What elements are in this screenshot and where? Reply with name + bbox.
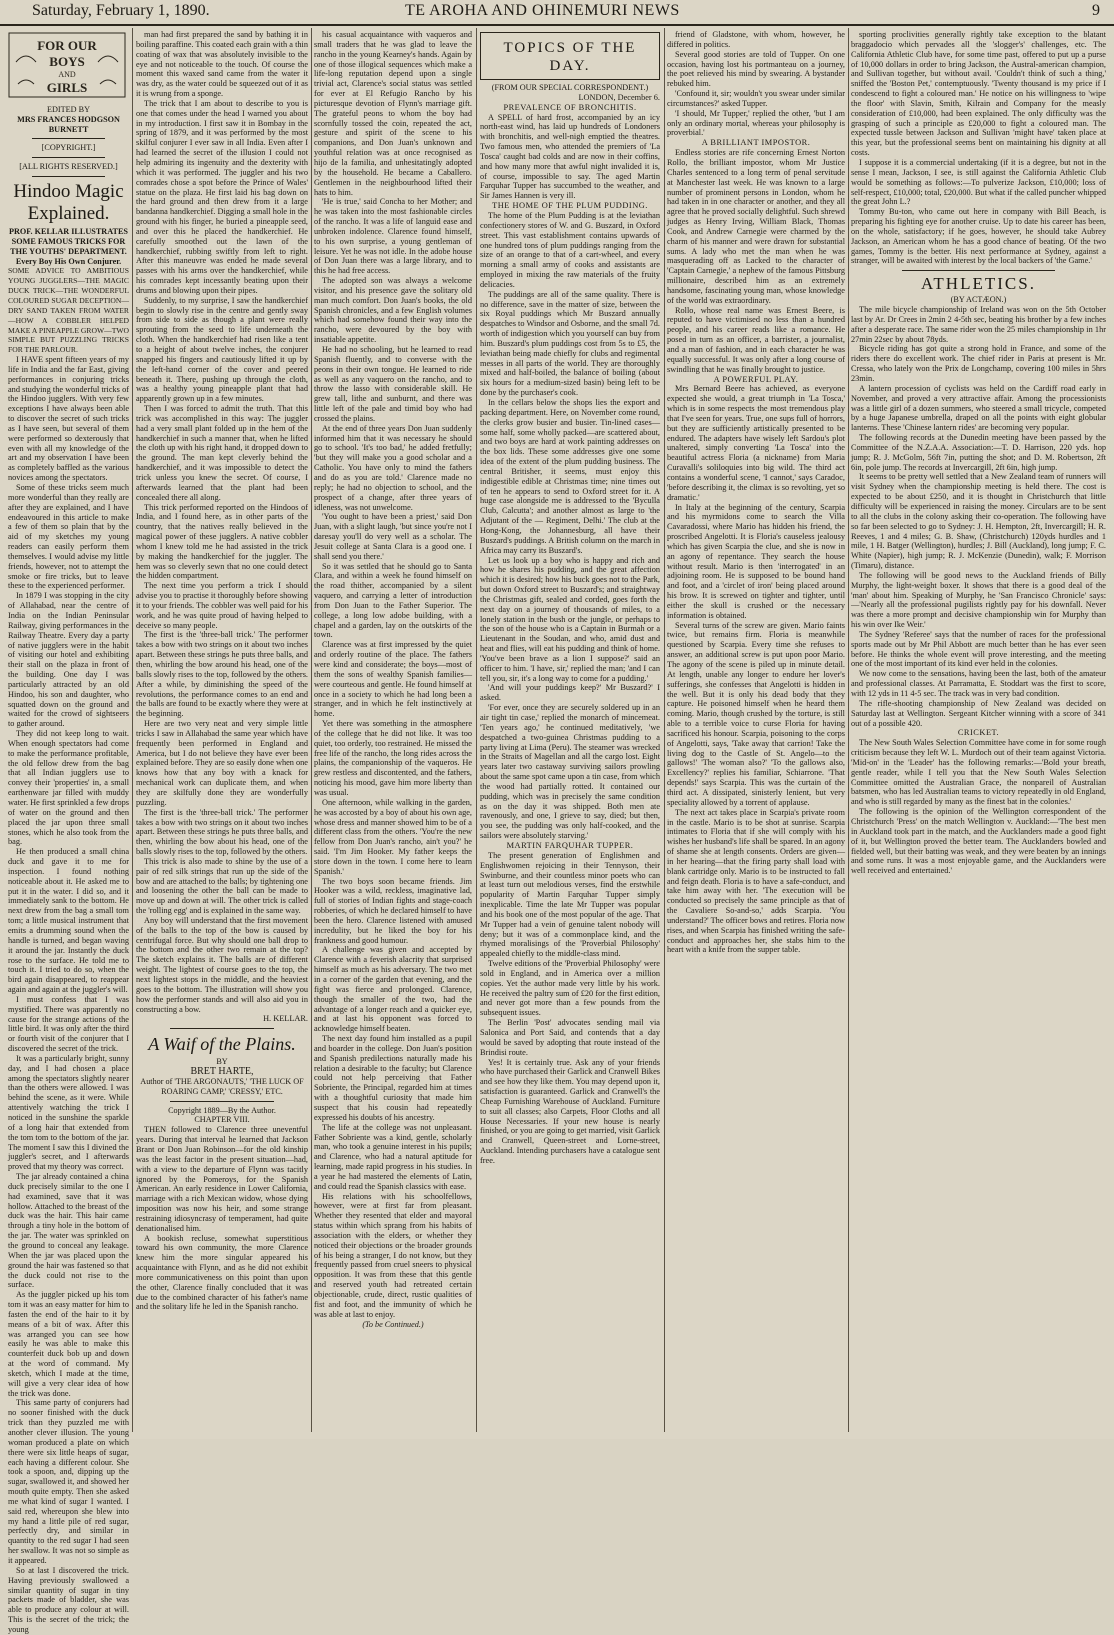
paragraph: Bicycle riding has got quite a strong hold in France, and some of the riders there do excellent work. The chief rider in Paris at present is Mr. Cressa, who lately won the Prix de Longchamp, covering 100 miles in 5hrs 23min. — [851, 344, 1106, 383]
paragraph: Any boy will understand that the first movement of the balls to the top of the bow is caused by centrifugal force. But why should one ball drop to the bottom and the other two remain at the top? The sketch explains it. The balls are of different weight. The lightest of course goes to the top, the next lightest stops in the middle, and the heaviest goes to the bottom. The illustration will show you how the performer stands and will also aid you in constructing a bow. — [136, 915, 308, 1014]
paragraph: sporting proclivities generally rightly take exception to the blatant braggadocio which pervades all the 'slogger's' challenges, etc. The California Athletic Club have, for some time past, offered to put up a purse of 10,000 dollars in order to bring Jackson, the Austral-american champion, and Sullivan together, but without avail. 'Couldn't think of such a thing,' sniffed the 'Boston Pet,' contemptuously. 'Twenty thousand is my price if I condescend to fight a coloured man.' He notice on his willingness to 'wipe the floor' with Slavin, Smith, Kilrain and Company for the measly consideration of £10,000, had been explained. The only difficulty was the grasping of such a principle as £20,000 to fight a coloured man. The expected tussle between Jackson and Sullivan 'might have' taken place at this year, but the professional seems bent on maintaining his dignity at all costs. — [851, 30, 1106, 158]
paragraph: He then produced a small china duck and gave it to me for inspection. I found nothing noticeable about it. He asked me to put it in the water. I did so, and it immediately sank to the bottom. He next drew from the bag a small tom tom; a little musical instrument that emits a drumming sound when the handle is turned, and began waving it around the jar. Instantly the duck rose to the surface. He told me to touch it. I tried to do so, when the bird again disappeared, to reappear again and again at the juggler's will. — [8, 847, 129, 995]
column-rule — [476, 28, 477, 1432]
article-headline: Hindoo Magic Explained. — [13, 181, 124, 225]
paragraph: As the juggler picked up his tom tom it was an easy matter for him to fasten the end of the hair to it by means of a bit of wax. After this was arranged you can see how easily he was able to make this counterfeit duck bob up and down at the word of command. My sketch, which I made at the time, will give a very clear idea of how the trick was done. — [8, 1290, 129, 1398]
section-cricket — [851, 738, 1106, 876]
paragraph: I must confess that I was mystified. There was apparently no cause for the strange actions of the little bird. It was only after the third or fourth visit of the conjurer that I discovered the secret of the trick. — [8, 994, 129, 1054]
athletics-headline: ATHLETICS. — [921, 274, 1036, 294]
paragraph: I HAVE spent fifteen years of my life in India and the far East, giving performances in conjuring tricks and studying the wonderful tricks of the Hindoo jugglers. With very few exceptions I have always been able to discover the secret of such tricks as I have seen, but several of them were performed so dexterously that even with all my knowledge of the art and my observation I have been as completely baffled as the various novices among the spectators. — [8, 355, 129, 483]
section-plum-pudding — [480, 211, 660, 841]
paragraph: At the end of three years Don Juan suddenly informed him that it was necessary he should go to school. 'It's too bad,' he added fretfully; 'but they will make you a good scholar and a Catholic. You have only to mind the fathers and do as you are told.' Clarence made no reply; he had no objection to school, and the prospect of a change, after three years of idleness, was not unwelcome. — [314, 423, 472, 512]
paragraph: his casual acquaintance with vaqueros and small traders that he was glad to leave the rancho in the young Kearney's hands. Again by one of those illogical sequences which make a life-long reputation depend upon a single trivial act, Clarence's social status was settled for ever at El Refugio Rancho by his picturesque devotion of Flynn's marriage gift. The grateful peons to whom the boy had scornfully tossed the coin, repeated the act, gesture and spirit of the scene to his companions, and Don Juan's unknown and youthful relation was at once recognised as hijo de la familia, and unhesitatingly adopted by the household. He became a Caballero. Gentlemen in the neighbourhood lifted their hats to him. — [314, 30, 472, 197]
story-credit: Author of 'THE ARGONAUTS,' 'THE LUCK OF ROARING CAMP,' 'CRESSY,' ETC. — [140, 1076, 304, 1096]
svg-text:FOR OUR: FOR OUR — [37, 38, 97, 53]
paragraph: The Berlin 'Post' advocates sending mail via Salonica and Port Said, and contends that a day would be saved by adopting that route instead of the Brindisi route. — [480, 1018, 660, 1057]
svg-text:AND: AND — [58, 70, 76, 79]
paragraph: Suddenly, to my surprise, I saw the handkerchief begin to slowly rise in the centre and gently sway from side to side as though a plant were really sprouting from the seed to life underneath the cloth. When the handkerchief had risen like a tent to a height of about twelve inches, the conjurer snapped his fingers and cautiously lifted it up by the left-hand corner of the cover and peered beneath it. There, pushing up through the cloth, was a healthy young pineapple plant that had apparently grown up in a few minutes. — [136, 295, 308, 404]
column-5 — [667, 30, 845, 1433]
article-byline: Every Boy His Own Conjurer. — [15, 256, 122, 266]
story-footer: (To be Continued.) — [362, 1319, 424, 1329]
paragraph: The trick that I am about to describe to you is one that comes under the head I warned you about in my introduction. I first saw it in Bombay in the spring of 1879, and it was performed by the most skilful conjurer I ever saw in all India. Even after I had learned the secret of the illusion I could not help admiring its ingenuity and the dexterity with which it was performed. The juggler and his two comrades chose a spot before the Prince of Wales' statue on the plaza. He first laid his bag down on the hard ground and then drew from it a large bandanna handkerchief. Digging a small hole in the ground with his finger, he buried a pineapple seed, and over this he placed the handkerchief. He carefully smoothed out the lawn of the handkerchief, rubbing swiftly from left to right. After this maneuvre was ended he made several passes with his arms over the handkerchief, while his comrades kept incessantly beating upon their drums and blowing upon their pipes. — [136, 98, 308, 295]
paragraph: They did not keep long to wait. When enough spectators had come to make the performance profitable, the old fellow drew from the bag that all Indian jugglers use to convey their 'properties' in, a small earthenware jar filled with muddy water. He first sprinkled a few drops of water on the ground and then placed the jar upon three small stones, which he also took from the bag. — [8, 729, 129, 847]
paragraph: man had first prepared the sand by bathing it in boiling paraffine. This coated each grain with a thin coating of wax that was absolutely invisible to the eye and not noticeable to the touch. Of course the moment this waxed sand came from the water it was dry, as the water could be squeezed out of it as it is wrung from a sponge. — [136, 30, 308, 99]
rights-line: [ALL RIGHTS RESERVED.] — [19, 162, 118, 172]
story-body-continued — [314, 30, 472, 1320]
editor-name: MRS FRANCES HODGSON BURNETT — [17, 114, 120, 134]
paragraph: 'And will your puddings keep?' Mr Buszard?' I asked. — [480, 683, 660, 703]
paragraph: In the cellars below the shops lies the export and packing department. Here, on November come round, the clerks grow busier and busier. Tin-lined cases—some half, some wholly packed—are scattered about, and two boys are hard at work painting addresses on the box lids. These some addresses give one some idea of the extent of the plum pudding business. The central Britisher, it seems, must enjoy this indigestible edible at Christmas time; nine times out of ten he appears to send to Oxford street for it. A huge case alongside me is addressed to the 'Byculla Club, Calcutta'; and another almost as large to 'the Adjutant of the — Regiment, Delhi.' The club at the Hong-Kong, the Johannesburg, all have their Buszard's puddings. A British column on the march in Africa may carry its Buszard's. — [480, 398, 660, 555]
column-3 — [314, 30, 472, 1433]
paragraph: The mile bicycle championship of Ireland was won on the 5th October last by Ar. Dr Crees in 2min 2 4-5th sec, beating his brother by a few inches after a desperate race. The same rider won the 25 miles championship in 1hr 27min 22sec by about 78yds. — [851, 305, 1106, 344]
paragraph: So at last I discovered the trick. Having previously swallowed a similar quantity of sugar in tiny packets made of bladder, she was able to produce any colour at will. This is the secret of the trick; the young — [8, 1565, 129, 1634]
paragraph: This same party of conjurers had no sooner finished with the duck trick than they puzzled me with another clever illusion. The young woman produced a plate on which there were six little heaps of sugar, each having a different colour. She took a spoon, and, dipping up the sugar, swallowed it, and showed her mouth quite empty. Then she asked me what kind of sugar I wanted. I said red, whereupon she blew into my hand a little pile of red sugar, perfectly dry, and similar in quantity to the red sugar I had seen her swallow. It was not so simple as it appeared. — [8, 1398, 129, 1565]
paragraph: The following is the opinion of the Wellington correspondent of the Christchurch 'Press' on the match Wellington v. Auckland:—'The best men in Auckland took part in the match, and the Aucklanders made a good fight of it, but Wellington proved the better team. The Aucklanders bowled and fielded well, but their batting was weak, and they were beaten by an innings and some runs. It was a most enjoyable game, and the Aucklanders were well received and entertained.' — [851, 807, 1106, 876]
column-rule — [132, 28, 133, 1432]
paragraph: A SPELL of hard frost, accompanied by an icy north-east wind, has laid up hundreds of Londoners with bronchitis, and well-nigh emptied the theatres. Two famous men, who attended the premiers of 'La Tosca' caught bad colds and are now in their coffins, and how many more that awful night invalided it is, of course, impossible to say. The aged Martin Farquhar Tupper has succumbed to the weather, and Sir James Hannen is very ill. — [480, 112, 660, 201]
article-body — [8, 355, 129, 1635]
article-summary: SOME ADVICE TO AMBITIOUS YOUNG JUGGLERS—THE MAGIC DUCK TRICK—THE WONDERFUL COLOURED SUGAR DECEPTION—DRY SAND TAKEN FROM WATER—HOW A COBBLER HELPED MAKE A PINEAPPLE GROW—TWO SIMPLE BUT PUZZLING TRICKS FOR THE PARLOUR. — [8, 266, 129, 355]
column-4 — [480, 30, 660, 1433]
paragraph: This trick performed reported on the Hindoos of India, and I found here, as in other parts of the country, that the natives really believed in the magical power of these jugglers. A native cobbler whom I knew told me he had assisted in the trick by making the handkerchief for the juggler. The hem was so cleverly sewn that no one could detect the hidden compartment. — [136, 502, 308, 581]
paragraph: This trick is also made to shine by the use of a pair of red silk strings that run up the side of the bow and are attached to the balls; by tightening one and loosening the other the ball can be made to move up and down at will. The other trick is called the 'rolling egg' and is explained in the same way. — [136, 856, 308, 916]
column-rule — [664, 28, 665, 1432]
paragraph: The next time you perform a trick I should advise you to practise it thoroughly before showing it to your friends. The cobbler was well paid for his work, and he was quite proud of having helped to deceive so many people. — [136, 581, 308, 630]
edited-by: EDITED BY — [47, 104, 90, 114]
column-6 — [851, 30, 1106, 1433]
section-tupper — [480, 851, 660, 1166]
paragraph: The first is the 'three-ball trick.' The performer takes a bow with two strings on it about two inches apart. Between these strings he puts three balls, and then, whirling the bow about his head, one of the balls slowly rises to the top, followed by the others. — [136, 807, 308, 857]
paragraph: THEN followed to Clarence three uneventful years. During that interval he learned that Jackson Brant or Don Juan Robinson—for the old kinship was the least factor in the present situation—had, with a view to the departure of Flynn was tacitly ignored by the Pomeroys, for the Spanish American. An early residence in Lower California, marriage with a rich Mexican widow, whose dying imposition was now his heir, and some strange restraining idiosyncrasy of temperament, had quite denationalised him. — [136, 1125, 308, 1233]
paragraph: It seems to be pretty well settled that a New Zealand team of runners will visit Sydney when the championship meeting is held there. The cost is expected to be about £250, and it is thought in Christchurch that little difficulty will be experienced in raising the money. Circulars are to be sent to all the clubs in the colony asking their co-operation. The following have so far been selected to go to Sydney: J. H. Hempton, 2ft, Invercargill; H. R. Reeves, 1 and 4 miles; G. B. Shaw, (Christchurch) 120yds hurdles and 1 mile, 1 H. Batger (Wellington), hurdles; J. Bill (Auckland), long jump; F. C. White (Napier), high jump; R. J. McKenzie (Dunedin), walk; F. Morrison (Timaru), distance. — [851, 472, 1106, 571]
paragraph: So it was settled that he should go to Santa Clara, and within a week he found himself on the road thither, accompanied by a silent vaquero, and carrying a letter of introduction from Don Juan to the Father Superior. The college, a long low adobe building, with a chapel and a garden, lay on the outskirts of the town. — [314, 561, 472, 640]
paragraph: The Sydney 'Referee' says that the number of races for the professional sports made out by Mr Phil Abbott are much better than he has ever seen before. He thinks the whole event will prove interesting, and the meeting one of the most important of its kind ever held in the colonies. — [851, 629, 1106, 669]
paragraph: The first is the 'three-ball trick.' The performer takes a bow with two strings on it about two inches apart. Between these strings he puts three balls, and then, whirling the bow around his head, one of the balls slowly rises to the top, followed by the others. After a while, by diminishing the speed of the revolutions, the performance comes to an end and the balls are found to be exactly where they were at the beginning. — [136, 630, 308, 719]
story-by: BY — [216, 1057, 228, 1067]
paragraph: friend of Gladstone, with whom, however, he differed in politics. — [667, 30, 845, 49]
subhead-powerful-play: A POWERFUL PLAY. — [713, 374, 799, 384]
paragraph: In Italy at the beginning of the century, Scarpia and his myrmidons come to search the Villa Cavaradossi, where Mario has hidden his friend, the proscribed Angelotti. It is Floria's causeless jealousy which has given Scarpia the clue, and she is now in an agony of repentance. They search the house without result. Mario is then 'interrogated' in an adjoining room. He is supposed to be bound hand and foot, and a 'circlet of iron' being placed around his brow. It is screwed on tighter and tighter, until either the skull is crushed or the necessary information is obtained. — [667, 502, 845, 620]
paragraph: Here are two very neat and very simple little tricks I saw in Allahabad the same year which have frequently been performed in England and America, but I do not believe they have ever been explained before. They are so easily done when one knows how that any boy with a knack for mechanical work can duplicate them, and when they are skilfully done they are wonderfully puzzling. — [136, 719, 308, 807]
paragraph: Yet there was something in the atmosphere of the college that he did not like. It was too quiet, too orderly, too restrained. He missed the free life of the rancho, the long rides across the plains, the companionship of the vaqueros. He grew restless and discontented, and the fathers, noticing his mood, gave him more liberty than was usual. — [314, 719, 472, 797]
paragraph: The jar already contained a china duck precisely similar to the one I had examined, save that it was hollow. Attached to the breast of the duck was the hair. This hair came through a tiny hole in the bottom of the jar. The water was sprinkled on the ground to conceal any leakage. When the jar was placed upon the ground the hair was fastened so that the duck could not rise to the surface. — [8, 1172, 129, 1290]
paragraph: The adopted son was always a welcome visitor, and his presence gave the solitary old man much comfort. Don Juan's books, the old Spanish chronicles, and a few English volumes which had somehow found their way into the rancho, were devoured by the boy with insatiable appetite. — [314, 276, 472, 345]
topics-dateline: LONDON, December 6. — [578, 92, 660, 102]
paragraph: 'I should, Mr Tupper,' replied the other, 'but I am only an ordinary mortal, whereas your philosophy is proverbial.' — [667, 108, 845, 138]
section-impostor — [667, 148, 845, 374]
paragraph: The rifle-shooting championship of New Zealand was decided on Saturday last at Wellington. Sergeant Kitcher winning with a score of 341 out of a possible 420. — [851, 698, 1106, 728]
subhead-plum-pudding: THE HOME OF THE PLUM PUDDING. — [492, 201, 648, 211]
paragraph: Tommy Bu-ton, who came out here in company with Bill Beach, is preparing his fighting eye for another cruise. Up to date his career has been, on the whole, satisfactory; if he goes, however, he should take Aubrey Jackson, an American whom he has a good chance of beating. Of the two games, Tommy is the better. His next performance at Sydney, against a stranger, will be awaited with interest by the local backers of 'the Game.' — [851, 207, 1106, 266]
paragraph: He had no schooling, but he learned to read Spanish fluently, and to converse with the peons in their own tongue. He learned to ride as well as any vaquero on the rancho, and to throw the lasso with considerable skill. He grew tall, lithe and sunburnt, and there was little left of the pale and timid boy who had crossed the plains. — [314, 345, 472, 423]
for-our-boys-and-girls-logo — [8, 32, 126, 98]
story-copyright: Copyright 1889—By the Author. — [168, 1105, 276, 1115]
paragraph: A challenge was given and accepted by Clarence with a feverish alacrity that surprised himself as much as his adversary. The two met in a corner of the garden that evening, and the fight was fierce and prolonged. Clarence, though the smaller of the two, had the advantage of a longer reach and a quicker eye, and at last his opponent was forced to acknowledge himself beaten. — [314, 945, 472, 1034]
chapter-heading: CHAPTER VIII. — [194, 1115, 250, 1125]
section-powerful-play — [667, 384, 845, 955]
subhead-cricket: CRICKET. — [957, 728, 1000, 738]
masthead — [0, 0, 1114, 26]
paragraph: The following will be good news to the Auckland friends of Billy Murphy, the light-weight boxer. It shows that there is a good deal of the 'man' about him. Speaking of Murphy, he 'San Francisco Chronicle' says:—'Nearly all the professional pugilists rightly pay for his downfall. Never was there a more prompt and decisive championship win for Murphy than his win over Ike Weir.' — [851, 570, 1106, 630]
paragraph: We now come to the sensations, having been the last, both of the amateur and professional classes. At Parramatta, E. Stoddart was the first to score, with 12 yds in 11 4-5 sec. The track was in very bad condition. — [851, 669, 1106, 698]
column-1 — [8, 30, 129, 1634]
paragraph: Mrs Bernard Beere has achieved, as everyone expected she would, a great triumph in 'La Tosca,' which is in some respects the most tremendous play that I've seen for years. True, one sups full of horrors, but they are sufficiently artistically presented to be endured. The adapters have wisely left Sardou's plot unaltered, simply converting 'La Tosca' into the beautiful actress Floria (a nickname) from Maria Curavalli's soliloquies into big wild. The third act contains a wonderful scene, 'I cannot,' says Caradoc, 'before describing it, the climax is so revolting, yet so dramatic.' — [667, 384, 845, 502]
paragraph: The present generation of Englishmen and Englishwomen rejoicing in their Tennyson, their Swinburne, and their countless minor poets who can at least turn out melodious verses, find the erstwhile popularity of Martin Farquhar Tupper simply inexplicable. Time the late Mr Tupper was popular and his book one of the most popular of the age. That Mr Tupper had a vein of genuine talent nobody will deny; but it was of a commonplace kind, and the rhymed moralisings of the 'Proverbial Philosophy' appealed chiefly to the middle-class mind. — [480, 850, 660, 959]
svg-text:GIRLS: GIRLS — [46, 80, 88, 95]
section-tupper-continued — [667, 30, 845, 138]
paragraph: Clarence was at first impressed by the quiet and orderly routine of the place. The fathers were kind and considerate; the boys—most of them the sons of wealthy Spanish families—were courteous and gentle. He found himself at once in a society to which he had long been a stranger, and in which he felt instinctively at home. — [314, 640, 472, 719]
subhead-tupper: MARTIN FARQUHAR TUPPER. — [506, 840, 634, 850]
athletics-source: (BY ACTÆON.) — [950, 295, 1007, 305]
paragraph: One afternoon, while walking in the garden, he was accosted by a boy of about his own age, whose dress and manner showed him to be of a different class from the others. 'You're the new fellow from Don Juan's rancho, ain't you?' he said. 'I'm Jim Hooker. My father keeps the store down in the town. I come here to learn Spanish.' — [314, 797, 472, 876]
article-body-continued — [136, 30, 308, 1014]
paragraph: The New South Wales Selection Committee have come in for some rough criticism because they left W. L. Murdoch out of their team against Victoria. 'Mid-on' in the 'Leader' has the following remarks:—'Bold your breath, gentle reader, while I tell you that the New South Wales Selection Committee omitted the Australian Grace, the nonpareil of Australian batsmen, who has led Australian teams to victory repeatedly in old England, and who is still regarded by many as the finest bat in the colonies.' — [851, 738, 1106, 807]
paragraph: Rollo, whose real name was Ernest Beere, is reputed to have victimised no less than a hundred people, and his career reads like a romance. He posed in turn as an officer, a barrister, a journalist, and a man of fashion, and in each character he was equally successful. It was only after a long course of swindling that he was finally brought to justice. — [667, 305, 845, 374]
article-signature: H. KELLAR. — [263, 1014, 308, 1024]
story-title: A Waif of the Plains. — [148, 1034, 296, 1055]
paragraph: I suppose it is a commercial undertaking (if it is a degree, but not in the sense I mean, Jackson, I see, is still against the California Athletic Club would be something as follows:—To pulverize Jackson, £10,000; loss of self-respect, £10,000; total, £20,000. But what if the called puncher whipped the great John L.? — [851, 157, 1106, 207]
page-number: 9 — [1092, 2, 1100, 19]
section-athletics — [851, 305, 1106, 728]
paragraph: The next day found him installed as a pupil and boarder in the college. Don Juan's position and Spanish predilections naturally made his relation a desirable to the faculty; but Clarence could not help perceiving that Father Sobriente, the Principal, regarded him at times with a thoughtful curiosity that made him suspect that his cousin had repeatedly expressed his doubts of his ancestry. — [314, 1034, 472, 1122]
paragraph: Yes! It is certainly true. Ask any of your friends who have purchased their Garlick and Cranwell Bikes and see how they like them. You may depend upon it, satisfaction is guaranteed. Garlick and Cranwell's the Cheap Furnishing Warehouse of Auckland. Furniture to suit all classes; also Carpets, Floor Cloths and all House Necessaries. If your new house is nearly finished, or you are going to get married, visit Garlick and Cranwell, Queen-street and Lorne-street, Auckland. Intending purchasers have a catalogue sent free. — [480, 1057, 660, 1165]
issue-date: Saturday, February 1, 1890. — [32, 2, 210, 19]
paragraph: The following records at the Dunedin meeting have been passed by the Committee of the N.Z.A.A. Association:—T. D. Harrison, 220 yds. hop jump; R. J. McGolm, 56ft 7in, putting the shot; and D. M. Robertson, 2ft 6in, pole jump. The records at Invercargill, 2ft 6in, high jump. — [851, 433, 1106, 472]
paragraph: Twelve editions of the 'Proverbial Philosophy' were sold in England, and in America over a million copies. Yet the author made very little by his work. He received the paltry sum of £20 for the first edition, and never got more than a few pounds from the subsequent issues. — [480, 959, 660, 1018]
paragraph: The life at the college was not unpleasant. Father Sobriente was a kind, gentle, scholarly man, who took a genuine interest in his pupils; and Clarence, who had a natural aptitude for learning, made rapid progress in his studies. In a year he had mastered the elements of Latin, and could read the Spanish classics with ease. — [314, 1122, 472, 1191]
paragraph: The next act takes place in Scarpia's private room in the castle. Mario is to be shot at sunrise. Scarpia intimates to Floria that if she will comply with his wishes her husband's life shall be spared. In an agony of shame she at length consents. Orders are given—in her hearing—that the firing party shall load with blank cartridge only. Mario is to be instructed to fall and feign death. Floria is to have a safe-conduct, and take him away with her. 'The execution will be conducted so precisely the same principle as that of the Cavaliere So-and-so,' adds Scarpia. 'You understand?' The officer bows and retires. Floria now rises, and when Scarpia has finished writing the safe-conduct and approaches her, she stabs him to the heart with a knife from the supper table. — [667, 807, 845, 955]
paper-title: TE AROHA AND OHINEMURI NEWS — [405, 2, 680, 19]
subhead-bronchitis: PREVALENCE OF BRONCHITIS. — [503, 102, 637, 112]
paragraph: The home of the Plum Pudding is at the leviathan confectionery stores of W. and G. Buszard, in Oxford street. This vast establishment contains upwards of one hundred tons of plum puddings ranging from the size of an orange to that of a cart-wheel, and every morning a small army of cooks and assistants are employed in mixing the raw materials of the fruity delicacies. — [480, 210, 660, 289]
paragraph: Endless stories are rife concerning Ernest Norton Rollo, the brilliant impostor, whom Mr Justice Charles sentenced to a long term of penal servitude at Manchester last week. He was known to a large number of prominent persons in London, whom he had taken in in one character or another, and they all agree that he proved socially delightful. Such shrewd judges as Henry Irving, William Black, Thomas Cook, and Andrew Carnegie were charmed by the charm of his manner and were drawn for substantial sums. A lady who met the man when he was masquerading off as Lacked to the character of 'Captain Carnegie,' a nephew of the famous Pittsburg millionaire, described him as an extremely handsome, fascinating young man, whose knowledge of the world was extraordinary. — [667, 148, 845, 305]
paragraph: A lantern procession of cyclists was held on the Cardiff road early in November, and proved a very attractive affair. Among the processionists was a little girl of a dozen summers, who steered a small tricycle, competed by a huge Japanese umbrella, draped on all the points with eight globular lanterns. These 'Chinese lantern rides' are becoming very popular. — [851, 383, 1106, 433]
paragraph: It was a particularly bright, sunny day, and I had chosen a place among the spectators slightly nearer than the others were allowed. I was behind the scene, as it were. While attentively watching the trick I noticed in the sunshine the sparkle of a long hair that extended from the tom tom to the bottom of the jar. The moment I saw this I divined the juggler's secret, and I afterwards proved that my theory was correct. — [8, 1053, 129, 1172]
topics-source: (FROM OUR SPECIAL CORRESPONDENT.) — [491, 83, 649, 92]
paragraph: Several turns of the screw are given. Mario faints twice, but remains firm. Floria is meanwhile questioned by Scarpia. Every time she refuses to answer, an additional screw is put upon poor Mario. The agony of the scene is piled up in minute detail. At length, unable any longer to endure her lover's sufferings, she confesses that Angelotti is hidden in the well. But it is only his dead body that they capture. He poisoned himself when he heard them coming. Mario, though crushed by the torture, is still able to a terrible voice to curse Floria for having sacrificed his honour. Scarpia, poisoning to the corps of Angelotti, says, 'Take away that carrion! Take the living dog to the Castle of St. Angelo—to the gallows!' 'The woman also?' 'To the gallows also, Excellency?' replies his familiar, Schiarrone. 'That depends!' says Scarpia. This was the curtain of the third act. A dissipated, sinisterly lenient, but very speciality allowed by a torrent of applause. — [667, 620, 845, 807]
article-deck: PROF. KELLAR ILLUSTRATES SOME FAMOUS TRICKS FOR THE YOUTHS' DEPARTMENT. — [9, 227, 128, 256]
paragraph: A bookish recluse, somewhat superstitious toward his own community, the more Clarence knew him the more singular appeared his acquaintance with Flynn, and as he did not exhibit more communicativeness on this point than upon the other, Clarence finally concluded that it was due to the combined character of his father's name and the solitary life he led in the Spanish rancho. — [136, 1233, 308, 1312]
svg-text:BOYS: BOYS — [49, 54, 85, 69]
paragraph: 'Confound it, sir; wouldn't you swear under similar circumstances?' asked Tupper. — [667, 89, 845, 108]
paragraph: 'You ought to have been a priest,' said Don Juan, with a slight laugh, 'but since you're not I daresay you'll do very well as a scholar. The Jesuit college at Santa Clara is a good one. I shall send you there.' — [314, 512, 472, 561]
paragraph: The two boys soon became friends. Jim Hooker was a wild, reckless, imaginative lad, full of stories of Indian fights and stage-coach robberies, of which he declared himself to have been the hero. Clarence listened with amused incredulity, but he liked the boy for his frankness and good humour. — [314, 876, 472, 945]
paragraph: 'He is true,' said Concha to her Mother; and he was taken into the most fashionable circles of the rancho. It was a life of languid ease and unbroken indolence. Clarence found himself, to his own surprise, a young gentleman of leisure. Yet he was not idle. In the adobe house of Don Juan there was a large library, and to this he had free access. — [314, 197, 472, 276]
column-rule — [311, 28, 312, 1432]
topics-headline: TOPICS OF THE DAY. — [503, 40, 637, 74]
story-author: BRET HARTE, — [190, 1066, 254, 1078]
paragraph: Some of these tricks seem much more wonderful than they really are after they are explained, and I have endeavoured in this article to make a few of them so plain that by the aid of my sketches my young readers can easily perform them themselves. I would advise my little friends, however, not to attempt the smoke or fire tricks, but to leave these to the experienced performer. — [8, 483, 129, 591]
paragraph: Then I was forced to admit the truth. That this trick was accomplished in this way: The juggler had a very small plant folded up in the hem of the handkerchief in such a manner that, when he lifted the cloth up with his right hand, it dropped down to the ground. The man kept cleverly behind the handkerchief, and it was impossible to detect the trick unless you knew the secret. Of course, I afterwards learned that the plant had been concealed there all along. — [136, 404, 308, 502]
paragraph: Let us look up a boy who is happy and rich and how he shares his pudding, and the great affection which it is desired; how his buck goes not to the Park, but down Oxford street to Buszard's; and straightway the Christmas gift, sealed and corded, goes forth the next day on a journey of thousands of miles, to a lonely station in the bush or the jungle, or perhaps to the son of the house who is a Captain in Burmah or a Lieutenant in the Soudan, and who, amid dust and heat and flies, will eat his pudding and think of home. 'You've been brave as a lion I suppose?' said an officer to him. 'I have, sir,' replied the man; 'and I can tell you, sir, it's a long way to come for a pudding.' — [480, 555, 660, 683]
paragraph: His relations with his schoolfellows, however, were at first far from pleasant. Whether they resented that elder and mayoral status within which sprang from his habits of association with the elders, or whether they noticed their objections or the broader grounds of his being a stranger, I do not know, but they frequently passed from cruel sneers to physical opposition. It was from these that this gentle and reserved youth had retreated certain objectionable, crude, direct, rustic qualities of fist and foot, and the immunity of which he was able at last to enjoy. — [314, 1191, 472, 1319]
section-boxing — [851, 30, 1106, 266]
paragraph: In 1879 I was stopping in the city of Allahabad, near the centre of India on the Indian Peninsular Railway, giving performances in the Railway Theatre. Every day a party of native jugglers were in the habit of visiting our hotel and exhibiting their stall on the plaza in front of the building. One day I was particularly attracted by an old Hindoo, his son and daughter, who squatted down on the ground and waited for the crowd of sightseers to gather around. — [8, 591, 129, 729]
section-bronchitis — [480, 113, 660, 202]
column-2 — [136, 30, 308, 1433]
paragraph: The puddings are all of the same quality. There is no difference, save in the matter of size, between the six Royal puddings which Mr Buszard annually despatches to Windsor and Osborne, and the small 7d. worth of indigestion which you yourself can buy from him. Buszard's plum puddings cost from 5s to £5, the leviathan being made chiefly for clubs and regimental messes in all parts of the world. They are thoroughly mixed and half-boiled, the balance of boiling (about six hours for a medium-sized basin) being left to be done by the purchaser's cook. — [480, 289, 660, 398]
copyright-line: [COPYRIGHT.] — [41, 143, 96, 153]
subhead-impostor: A BRILLIANT IMPOSTOR. — [701, 138, 811, 148]
story-body — [136, 1125, 308, 1312]
paragraph: 'For ever, once they are securely soldered up in an air tight tin case,' replied the monarch of mincemeat. 'Ten years ago,' he continued meditatively, 'we despatched a two-guinea Christmas pudding to a party living at Lima (Peru). The steamer was wrecked in the Straits of Magellan and all the cargo lost. Eight years later two castaway surviving sailors prowling about the same spot came upon a tin case, from which the wood had partially rotted. It contained our pudding, which was in precisely the same condition as on the day it was shipped. Both men ate ravenously, and one, I grieve to say, died; but then, you see, the pudding was only half-cooked, and the sailors were absolutely starving.' — [480, 703, 660, 841]
paragraph: Several good stories are told of Tupper. On one occasion, having lost his portmanteau on a journey, the poet relieved his mind by swearing. A bystander rebuked him. — [667, 49, 845, 89]
column-rule — [848, 28, 849, 1432]
